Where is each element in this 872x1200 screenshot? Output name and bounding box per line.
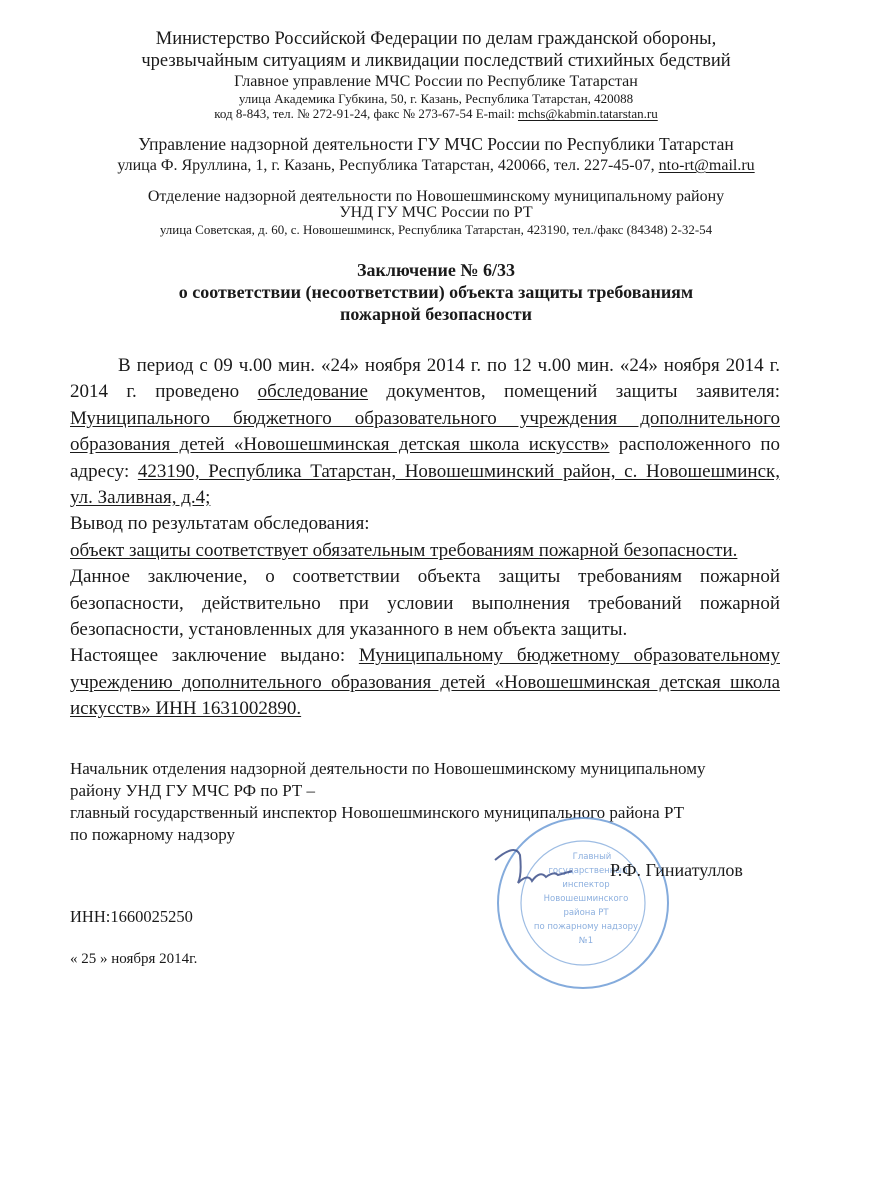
main-dept-address: улица Академика Губкина, 50, г. Казань, Республика Татарстан, 420088 [238,91,634,106]
svg-text:Главный: Главный [572,852,612,862]
email-link[interactable]: nto-rt@mail.ru [658,157,755,174]
position-line: по пожарному надзору [70,825,235,844]
signatory-name: Р.Ф. Гиниатуллов [610,860,743,880]
text: Настоящее заключение выдано: [70,645,359,667]
issued-to: Муниципальному бюджетному образовательному учреждению дополнительного образования детей «Новошешминская детская школа искусств» ИНН 1631002890. [70,645,780,720]
supervision-dept: Управление надзорной деятельности ГУ МЧС России по Республики Татарстан [138,134,734,154]
doc-subtitle-1: о соответствии (несоответствии) объекта защиты требованиям [178,282,694,302]
ministry-line-1: Министерство Российской Федерации по делам гражданской обороны, [155,29,717,49]
svg-text:Новошешминского: Новошешминского [543,894,629,904]
position-line: Начальник отделения надзорной деятельности по Новошешминскому муниципальному [70,759,706,778]
supervision-address [0,156,872,176]
position-line: району УНД ГУ МЧС РФ по РТ – [70,781,316,800]
email-link[interactable]: mchs@kabmin.tatarstan.ru [517,106,658,121]
svg-text:района РТ: района РТ [563,908,609,918]
main-dept-contacts [0,106,872,122]
issued-paragraph [70,643,780,722]
ministry-line-2: чрезвычайным ситуациям и ликвидации последствий стихийных бедствий [141,51,731,71]
address-text: улица Ф. Яруллина, 1, г. Казань, Республика Татарстан, 420066, тел. 227-45-07, [117,157,659,174]
svg-text:государственный: государственный [548,866,628,876]
official-stamp [480,815,680,1005]
svg-text:№1: №1 [578,936,594,946]
svg-text:инспектор: инспектор [562,880,610,890]
doc-title: Заключение № 6/33 [356,260,515,280]
conclusion [70,538,780,564]
inspection-type: обследование [257,381,368,403]
validity-paragraph: Данное заключение, о соответствии объекта защиты требованиям пожарной безопасности, действительно при условии выполнения требований пожарной безопасности, установленных для указанного в нем объекта защиты. [70,566,780,641]
conclusion-label: Вывод по результатам обследования: [70,513,370,535]
position-line: главный государственный инспектор Новошешминского муниципального района РТ [70,803,685,822]
doc-subtitle-2: пожарной безопасности [339,304,533,324]
svg-text:по пожарному надзору: по пожарному надзору [533,922,639,932]
local-dept-address: улица Советская, д. 60, с. Новошешминск, Республика Татарстан, 423190, тел./факс (84348) 2-32-54 [159,222,713,237]
local-dept-line-1: Отделение надзорной деятельности по Новошешминскому муниципальному району [147,188,725,205]
document-body [70,353,780,723]
issue-date: « 25 » ноября 2014г. [70,951,198,967]
inspection-paragraph [70,353,780,511]
main-dept: Главное управление МЧС России по Республике Татарстан [234,73,638,90]
applicant-name: Муниципального бюджетного образовательного учреждения дополнительного образования детей «Новошешминская детская школа искусств» [70,407,780,456]
text: расположенного по адресу: [70,434,780,482]
inn: ИНН:1660025250 [70,907,193,926]
text: В период с 09 ч.00 мин. «24» ноября 2014 г. по 12 ч.00 мин. «24» ноября 2014 г. 2014 г. проведено [70,355,780,403]
signatory-position [70,758,790,846]
applicant-address: 423190, Республика Татарстан, Новошешминский район, с. Новошешминск, ул. Заливная, д.4; [70,460,780,509]
contacts-text: код 8-843, тел. № 272-91-24, факс № 273-67-54 E-mail: [214,106,518,121]
local-dept-line-2: УНД ГУ МЧС России по РТ [339,204,533,221]
text: документов, помещений защиты заявителя: [367,381,780,403]
conclusion-text: объект защиты соответствует обязательным требованиям пожарной безопасности. [70,539,738,561]
